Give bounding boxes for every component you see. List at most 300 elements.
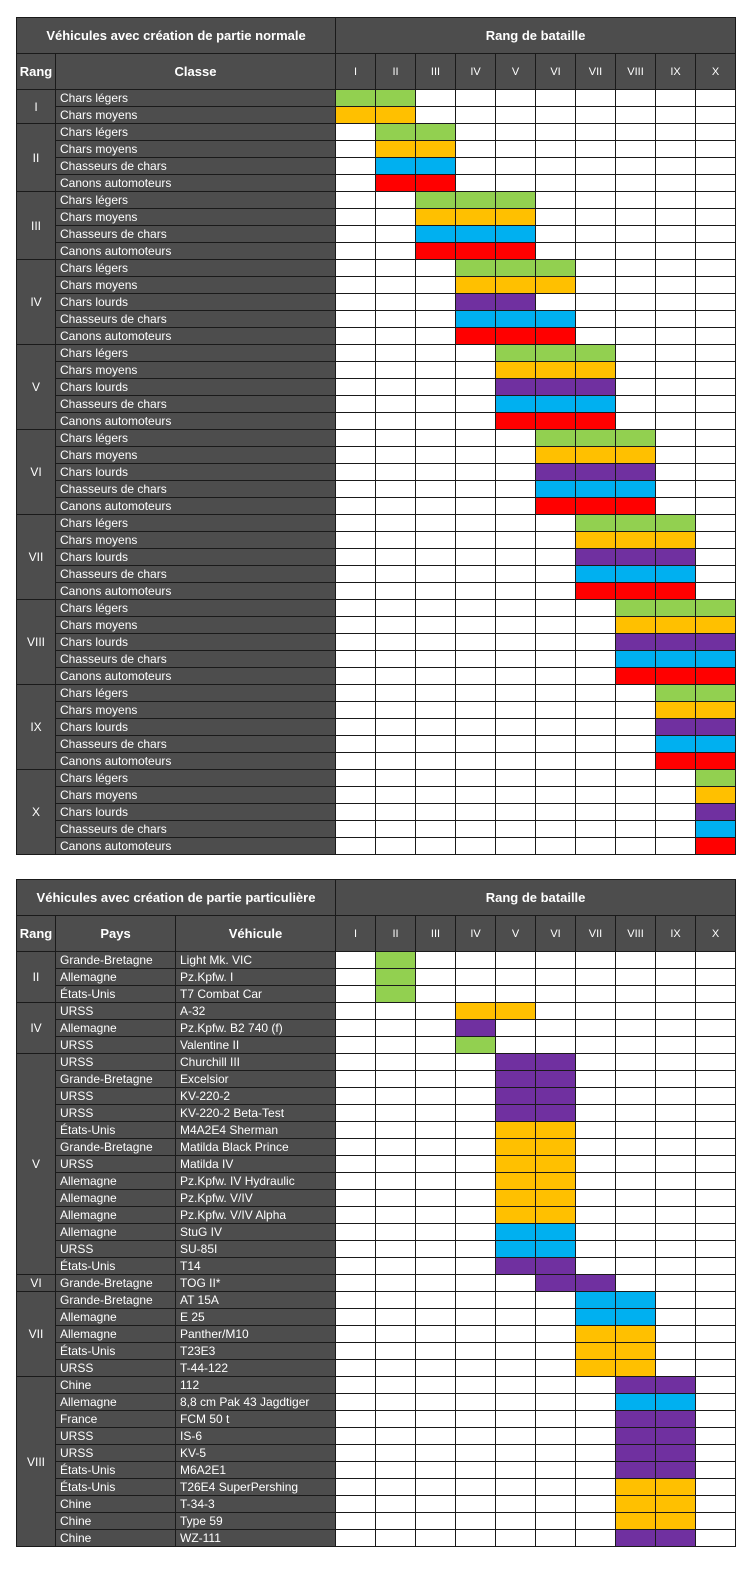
tier-cell-8-td: [616, 1292, 656, 1309]
tier-cell-3: [416, 1343, 456, 1360]
table-row: [17, 1275, 736, 1292]
tier-cell-7: [576, 952, 616, 969]
tier-cell-10: [696, 430, 736, 447]
vehicle-cell: Pz.Kpfw. IV Hydraulic: [176, 1173, 336, 1190]
tier-cell-4: [456, 532, 496, 549]
tier-cell-8: [616, 379, 656, 396]
tier-cell-6: [536, 736, 576, 753]
tier-cell-6: [536, 634, 576, 651]
tier-cell-3: [416, 1479, 456, 1496]
tier-cell-8: [616, 226, 656, 243]
tier-cell-10: [696, 1173, 736, 1190]
tier-cell-6: [536, 1343, 576, 1360]
tier-cell-6: [536, 787, 576, 804]
tier-cell-9-heavy: [656, 1530, 696, 1547]
country-cell: Allemagne: [56, 1020, 176, 1037]
tier-cell-1: [336, 1513, 376, 1530]
tier-cell-7: [576, 175, 616, 192]
tier-cell-4: [456, 158, 496, 175]
table-row: [17, 430, 736, 447]
table-row: [17, 260, 736, 277]
country-cell: États-Unis: [56, 986, 176, 1003]
tier-cell-8-medium: [616, 1513, 656, 1530]
tier-cell-3: [416, 1513, 456, 1530]
table-row: [17, 90, 736, 107]
tier-cell-6: [536, 685, 576, 702]
tier-cell-2: [376, 1343, 416, 1360]
tier-cell-2: [376, 804, 416, 821]
tier-cell-2: [376, 1513, 416, 1530]
tier-cell-9: [656, 838, 696, 855]
tier-cell-1: [336, 430, 376, 447]
tier-cell-6-light: [536, 430, 576, 447]
tier-cell-6: [536, 838, 576, 855]
matchmaking-table-normal: [16, 17, 736, 855]
tier-cell-1: [336, 1173, 376, 1190]
tier-cell-7: [576, 1054, 616, 1071]
tier-cell-2: [376, 753, 416, 770]
tier-cell-8-spg: [616, 583, 656, 600]
table-row: [17, 651, 736, 668]
tier-cell-6: [536, 1428, 576, 1445]
class-cell: Canons automoteurs: [56, 668, 336, 685]
tier-cell-4: [456, 464, 496, 481]
tier-cell-9: [656, 226, 696, 243]
tier-cell-6: [536, 719, 576, 736]
tier-cell-9-heavy: [656, 1445, 696, 1462]
tier-cell-2: [376, 1105, 416, 1122]
tier-cell-9: [656, 952, 696, 969]
tier-cell-9: [656, 1037, 696, 1054]
table-row: [17, 396, 736, 413]
rank-cell: IX: [17, 685, 56, 770]
tier-cell-2: [376, 1122, 416, 1139]
tier-cell-3: [416, 566, 456, 583]
tier-cell-7: [576, 1428, 616, 1445]
tier-cell-3: [416, 90, 456, 107]
tier-cell-7: [576, 1122, 616, 1139]
tier-cell-2: [376, 566, 416, 583]
tier-cell-2-spg: [376, 175, 416, 192]
tier-cell-4-spg: [456, 243, 496, 260]
tier-cell-2-light: [376, 124, 416, 141]
tier-cell-6: [536, 243, 576, 260]
tier-cell-9: [656, 141, 696, 158]
tier-cell-4: [456, 1445, 496, 1462]
tier-cell-1: [336, 821, 376, 838]
tier-cell-2: [376, 1292, 416, 1309]
tier-cell-3: [416, 969, 456, 986]
tier-cell-2: [376, 1037, 416, 1054]
tier-cell-7: [576, 294, 616, 311]
tier-cell-6-medium: [536, 1190, 576, 1207]
class-cell: Chars lourds: [56, 464, 336, 481]
tier-cell-7: [576, 821, 616, 838]
tier-header-8: VIII: [616, 54, 656, 90]
tier-cell-9: [656, 396, 696, 413]
tier-cell-3-medium: [416, 209, 456, 226]
tier-cell-9: [656, 277, 696, 294]
table-row: [17, 532, 736, 549]
class-cell: Chars légers: [56, 770, 336, 787]
table-row: [17, 1479, 736, 1496]
tier-cell-2: [376, 1360, 416, 1377]
tier-cell-8-medium: [616, 1496, 656, 1513]
tier-cell-5: [496, 1428, 536, 1445]
tier-cell-2: [376, 1173, 416, 1190]
tier-cell-1: [336, 1479, 376, 1496]
tier-cell-3: [416, 1292, 456, 1309]
tier-cell-10: [696, 1003, 736, 1020]
tier-cell-1: [336, 1394, 376, 1411]
tier-cell-6-heavy: [536, 464, 576, 481]
tier-cell-7: [576, 1207, 616, 1224]
tier-cell-10: [696, 1139, 736, 1156]
vehicle-cell: M6A2E1: [176, 1462, 336, 1479]
tier-cell-5: [496, 969, 536, 986]
tier-cell-10: [696, 498, 736, 515]
table-row: [17, 1394, 736, 1411]
tier-cell-2: [376, 345, 416, 362]
country-cell: URSS: [56, 1360, 176, 1377]
tier-cell-2: [376, 1394, 416, 1411]
tier-cell-5-heavy: [496, 1258, 536, 1275]
vehicle-cell: M4A2E4 Sherman: [176, 1122, 336, 1139]
tier-cell-4: [456, 1071, 496, 1088]
country-cell: URSS: [56, 1088, 176, 1105]
tier-cell-7: [576, 124, 616, 141]
tier-cell-3: [416, 770, 456, 787]
tier-cell-1: [336, 175, 376, 192]
tier-cell-5: [496, 952, 536, 969]
tier-cell-8: [616, 986, 656, 1003]
tier-cell-7-medium: [576, 447, 616, 464]
tier-cell-4: [456, 124, 496, 141]
tier-cell-8: [616, 311, 656, 328]
tier-cell-7: [576, 158, 616, 175]
tier-cell-6: [536, 1292, 576, 1309]
tier-cell-1: [336, 1275, 376, 1292]
tier-cell-1: [336, 515, 376, 532]
tier-cell-4: [456, 1411, 496, 1428]
tier-cell-7-medium: [576, 532, 616, 549]
tier-cell-8: [616, 260, 656, 277]
class-cell: Chars lourds: [56, 294, 336, 311]
country-cell: États-Unis: [56, 1343, 176, 1360]
rank-cell: X: [17, 770, 56, 855]
tier-cell-4: [456, 1275, 496, 1292]
tier-cell-8: [616, 787, 656, 804]
tier-cell-5: [496, 515, 536, 532]
tier-cell-9: [656, 1309, 696, 1326]
tier-cell-8-heavy: [616, 1377, 656, 1394]
vehicle-cell: Valentine II: [176, 1037, 336, 1054]
tier-cell-10: [696, 583, 736, 600]
tier-cell-2: [376, 1411, 416, 1428]
tier-cell-6-medium: [536, 362, 576, 379]
tier-cell-1: [336, 311, 376, 328]
tier-cell-5-medium: [496, 1122, 536, 1139]
tier-cell-9-heavy: [656, 1377, 696, 1394]
class-cell: Chars moyens: [56, 141, 336, 158]
class-cell: Chasseurs de chars: [56, 481, 336, 498]
tier-cell-4-medium: [456, 1003, 496, 1020]
table-row: [17, 1360, 736, 1377]
tier-cell-2: [376, 1139, 416, 1156]
tier-cell-10-td: [696, 821, 736, 838]
tier-cell-5: [496, 634, 536, 651]
tier-cell-3: [416, 787, 456, 804]
country-cell: Allemagne: [56, 1190, 176, 1207]
tier-cell-3: [416, 294, 456, 311]
tier-cell-7-heavy: [576, 1275, 616, 1292]
tier-cell-10: [696, 226, 736, 243]
table-row: [17, 447, 736, 464]
tier-cell-7: [576, 787, 616, 804]
tier-cell-1: [336, 1105, 376, 1122]
tier-cell-9: [656, 1258, 696, 1275]
tier-cell-10-heavy: [696, 634, 736, 651]
tier-cell-5-td: [496, 1241, 536, 1258]
tier-cell-7: [576, 668, 616, 685]
tier-cell-7: [576, 1479, 616, 1496]
tier-cell-3: [416, 1258, 456, 1275]
tier-cell-4: [456, 1394, 496, 1411]
tier-cell-9: [656, 413, 696, 430]
tier-cell-7: [576, 719, 616, 736]
tier-cell-10: [696, 1428, 736, 1445]
tier-cell-9-heavy: [656, 549, 696, 566]
tier-cell-8: [616, 1258, 656, 1275]
tier-cell-5-medium: [496, 1139, 536, 1156]
tier-cell-5: [496, 600, 536, 617]
tier-cell-6-medium: [536, 1173, 576, 1190]
tier-cell-1: [336, 1088, 376, 1105]
table-row: [17, 1241, 736, 1258]
rank-cell: VI: [17, 430, 56, 515]
tier-cell-1: [336, 986, 376, 1003]
tier-cell-4: [456, 753, 496, 770]
tier-cell-2: [376, 328, 416, 345]
vehicle-cell: 112: [176, 1377, 336, 1394]
tier-cell-10: [696, 1037, 736, 1054]
country-cell: Chine: [56, 1496, 176, 1513]
class-cell: Chars lourds: [56, 634, 336, 651]
tier-cell-5: [496, 651, 536, 668]
tier-cell-4: [456, 634, 496, 651]
tier-cell-9: [656, 1343, 696, 1360]
tier-cell-6: [536, 1020, 576, 1037]
tier-cell-6-td: [536, 311, 576, 328]
rank-cell: II: [17, 952, 56, 1003]
table-row: [17, 1190, 736, 1207]
vehicle-cell: KV-5: [176, 1445, 336, 1462]
tier-cell-4: [456, 413, 496, 430]
tier-cell-8: [616, 1207, 656, 1224]
tier-cell-7: [576, 600, 616, 617]
tier-cell-6: [536, 515, 576, 532]
tier-cell-6: [536, 1496, 576, 1513]
vehicle-cell: Type 59: [176, 1513, 336, 1530]
tier-cell-9-td: [656, 736, 696, 753]
tier-cell-6-medium: [536, 1207, 576, 1224]
tier-cell-1: [336, 1003, 376, 1020]
tier-cell-5: [496, 447, 536, 464]
country-cell: Chine: [56, 1513, 176, 1530]
tier-cell-2-light: [376, 952, 416, 969]
tier-cell-4: [456, 1428, 496, 1445]
tier-cell-9-heavy: [656, 1428, 696, 1445]
tier-cell-10: [696, 1207, 736, 1224]
tier-cell-2: [376, 226, 416, 243]
tier-cell-4-heavy: [456, 294, 496, 311]
tier-cell-4: [456, 1207, 496, 1224]
class-cell: Chasseurs de chars: [56, 566, 336, 583]
tier-cell-1: [336, 1530, 376, 1547]
tier-header-10: X: [696, 916, 736, 952]
tier-header-4: IV: [456, 916, 496, 952]
tier-cell-2: [376, 600, 416, 617]
rank-column-header: Rang: [17, 54, 56, 90]
country-cell: URSS: [56, 1003, 176, 1020]
tier-cell-5: [496, 986, 536, 1003]
tier-cell-10: [696, 175, 736, 192]
tier-cell-6: [536, 1377, 576, 1394]
tier-cell-6-medium: [536, 1156, 576, 1173]
tier-cell-10: [696, 413, 736, 430]
tier-cell-3-spg: [416, 243, 456, 260]
tier-cell-8: [616, 175, 656, 192]
tier-cell-9-td: [656, 566, 696, 583]
tier-cell-4: [456, 566, 496, 583]
tier-cell-5: [496, 1020, 536, 1037]
tier-cell-1: [336, 1190, 376, 1207]
tier-cell-5: [496, 158, 536, 175]
tier-cell-4: [456, 90, 496, 107]
tier-cell-3-spg: [416, 175, 456, 192]
table-row: [17, 1411, 736, 1428]
tier-cell-1: [336, 1411, 376, 1428]
tier-cell-8: [616, 1071, 656, 1088]
class-cell: Chars moyens: [56, 107, 336, 124]
tier-cell-3: [416, 379, 456, 396]
tier-cell-6: [536, 1479, 576, 1496]
tier-cell-7: [576, 753, 616, 770]
tier-cell-6-spg: [536, 498, 576, 515]
tier-cell-6: [536, 651, 576, 668]
tier-cell-9: [656, 1122, 696, 1139]
vehicle-cell: T14: [176, 1258, 336, 1275]
tier-cell-5: [496, 1462, 536, 1479]
tier-cell-9: [656, 1275, 696, 1292]
table-row: [17, 1258, 736, 1275]
tier-cell-3: [416, 1241, 456, 1258]
tier-cell-9: [656, 1190, 696, 1207]
tier-cell-4: [456, 175, 496, 192]
class-cell: Chasseurs de chars: [56, 311, 336, 328]
tier-cell-8: [616, 969, 656, 986]
tier-cell-3: [416, 260, 456, 277]
tier-cell-3: [416, 396, 456, 413]
tier-cell-7-light: [576, 430, 616, 447]
tier-cell-1: [336, 345, 376, 362]
tier-cell-7: [576, 141, 616, 158]
tier-cell-1: [336, 549, 376, 566]
tier-cell-9: [656, 107, 696, 124]
tier-header-4: IV: [456, 54, 496, 90]
tier-cell-10: [696, 1496, 736, 1513]
tier-cell-8: [616, 1173, 656, 1190]
tier-cell-9-spg: [656, 583, 696, 600]
table-row: [17, 1462, 736, 1479]
country-cell: États-Unis: [56, 1462, 176, 1479]
tier-cell-2: [376, 1071, 416, 1088]
tier-cell-3: [416, 1156, 456, 1173]
table-row: [17, 566, 736, 583]
country-cell: Grande-Bretagne: [56, 1139, 176, 1156]
tier-cell-4: [456, 600, 496, 617]
tier-cell-3: [416, 952, 456, 969]
tier-cell-4: [456, 702, 496, 719]
tier-cell-7-td: [576, 1309, 616, 1326]
class-cell: Canons automoteurs: [56, 583, 336, 600]
tier-cell-10: [696, 1394, 736, 1411]
table-row: [17, 1054, 736, 1071]
table-row: [17, 1173, 736, 1190]
tier-cell-2: [376, 498, 416, 515]
table-row: [17, 294, 736, 311]
table-row: [17, 464, 736, 481]
tier-cell-1: [336, 1377, 376, 1394]
tier-cell-3: [416, 481, 456, 498]
tier-cell-2: [376, 1088, 416, 1105]
tier-cell-1: [336, 634, 376, 651]
tier-cell-6: [536, 1326, 576, 1343]
rank-cell: VII: [17, 515, 56, 600]
tier-cell-6-heavy: [536, 379, 576, 396]
tier-cell-10: [696, 311, 736, 328]
tier-cell-9: [656, 1292, 696, 1309]
tier-cell-5-light: [496, 345, 536, 362]
tier-cell-8-heavy: [616, 1411, 656, 1428]
matchmaking-table-special: [16, 879, 736, 1547]
tier-cell-5: [496, 1292, 536, 1309]
tier-cell-5: [496, 617, 536, 634]
tier-cell-10-light: [696, 770, 736, 787]
tier-cell-1: [336, 1360, 376, 1377]
tier-cell-3: [416, 1190, 456, 1207]
tier-cell-8-spg: [616, 498, 656, 515]
tier-cell-6: [536, 158, 576, 175]
tier-cell-4: [456, 1054, 496, 1071]
table-row: [17, 481, 736, 498]
tier-cell-6: [536, 90, 576, 107]
tier-cell-4: [456, 1088, 496, 1105]
tier-cell-4: [456, 1326, 496, 1343]
class-cell: Chasseurs de chars: [56, 821, 336, 838]
tier-cell-2: [376, 209, 416, 226]
tier-cell-10: [696, 1190, 736, 1207]
tier-cell-1: [336, 532, 376, 549]
table-row: [17, 1496, 736, 1513]
tier-cell-7: [576, 1190, 616, 1207]
tier-cell-10-light: [696, 685, 736, 702]
tier-cell-10-spg: [696, 838, 736, 855]
tier-cell-1: [336, 396, 376, 413]
tier-cell-4: [456, 1513, 496, 1530]
tier-cell-7: [576, 260, 616, 277]
class-cell: Chasseurs de chars: [56, 736, 336, 753]
